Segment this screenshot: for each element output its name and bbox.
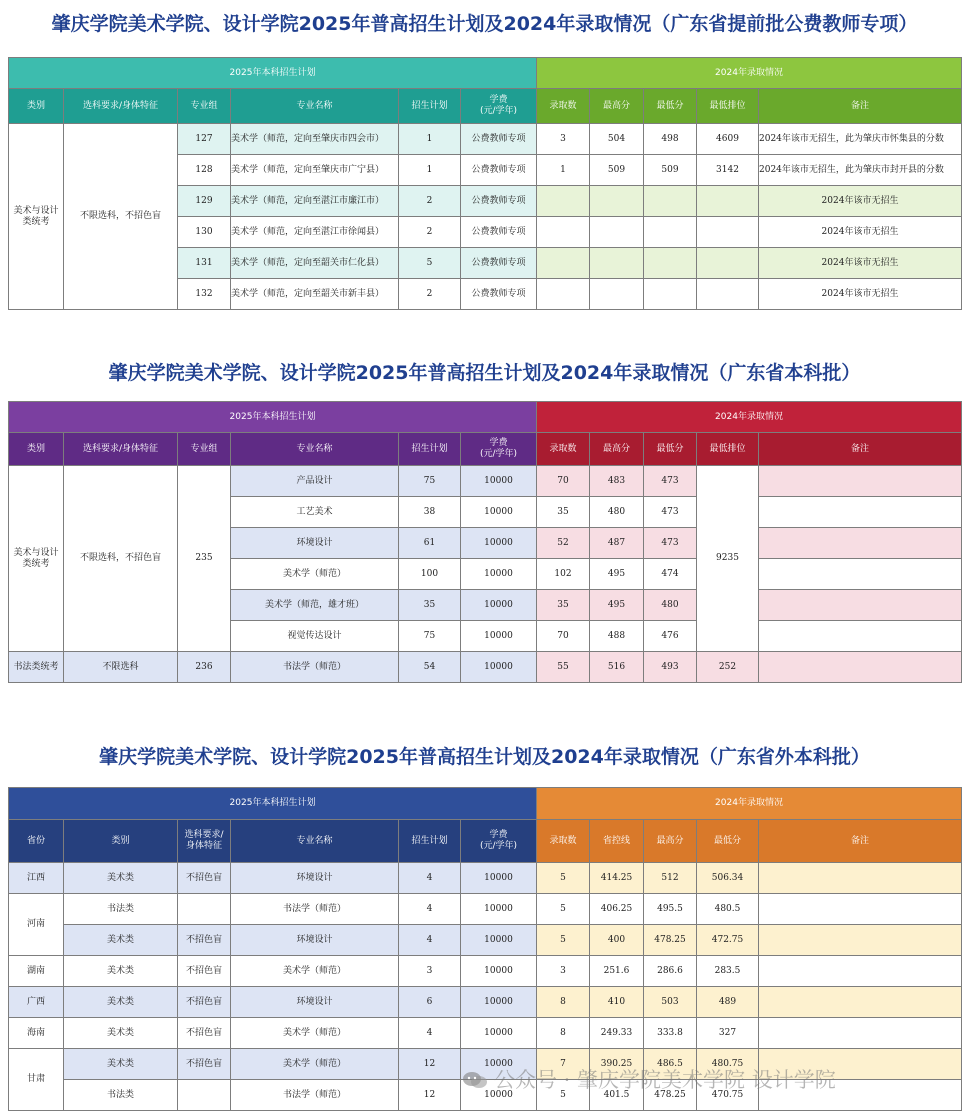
table-cell: 489	[697, 987, 759, 1018]
note-cell	[759, 466, 962, 497]
table-cell	[697, 279, 759, 310]
table-cell: 506.34	[697, 863, 759, 894]
category-cell: 美术与设计 类统考	[9, 124, 64, 310]
table-cell: 6	[399, 987, 461, 1018]
table-cell: 486.5	[644, 1049, 697, 1080]
table-cell: 美术学（师范，定向至韶关市新丰县）	[231, 279, 399, 310]
table2-title: 肇庆学院美术学院、设计学院2025年普高招生计划及2024年录取情况（广东省本科批）	[108, 362, 861, 384]
note-cell: 2024年该市无招生	[759, 279, 962, 310]
table-cell: 498	[644, 124, 697, 155]
column-header: 学费 (元/学年)	[461, 433, 537, 466]
table-cell: 10000	[461, 987, 537, 1018]
table-cell	[537, 248, 590, 279]
note-cell: 2024年该市无招生	[759, 248, 962, 279]
province-cell: 河南	[9, 894, 64, 956]
note-cell	[759, 1018, 962, 1049]
table-cell: 55	[537, 652, 590, 683]
table-cell: 474	[644, 559, 697, 590]
table-cell: 100	[399, 559, 461, 590]
table-cell: 493	[644, 652, 697, 683]
table-cell: 4	[399, 1018, 461, 1049]
table-cell: 公费教师专项	[461, 279, 537, 310]
table-cell: 产品设计	[231, 466, 399, 497]
table-cell: 美术学（师范）	[231, 956, 399, 987]
table-cell: 不招色盲	[178, 863, 231, 894]
table-cell: 130	[178, 217, 231, 248]
table-cell: 480	[644, 590, 697, 621]
column-header: 省份	[9, 820, 64, 863]
table-cell: 4609	[697, 124, 759, 155]
table-cell: 131	[178, 248, 231, 279]
column-header: 选科要求/身体特征	[64, 433, 178, 466]
table-cell: 美术学（师范，定向至肇庆市四会市）	[231, 124, 399, 155]
table-cell: 美术类	[64, 1018, 178, 1049]
column-header: 备注	[759, 433, 962, 466]
column-header: 类别	[9, 89, 64, 124]
table-row	[9, 652, 962, 683]
table-cell: 478.25	[644, 1080, 697, 1111]
table-cell: 509	[590, 155, 644, 186]
table-row	[9, 894, 962, 925]
table-cell: 不招色盲	[178, 925, 231, 956]
table-cell: 10000	[461, 652, 537, 683]
table-cell: 美术学（师范）	[231, 1018, 399, 1049]
column-header: 专业组	[178, 433, 231, 466]
column-header: 最高分	[590, 89, 644, 124]
table-cell: 美术学（师范，定向至肇庆市广宁县）	[231, 155, 399, 186]
table-cell: 35	[537, 590, 590, 621]
table-row	[9, 124, 962, 155]
plan-header: 2025年本科招生计划	[9, 58, 537, 89]
table-cell: 10000	[461, 466, 537, 497]
table-cell: 333.8	[644, 1018, 697, 1049]
admission-header: 2024年录取情况	[537, 58, 962, 89]
table-cell: 478.25	[644, 925, 697, 956]
table-cell: 美术学（师范）	[231, 559, 399, 590]
table-cell: 503	[644, 987, 697, 1018]
table-cell: 美术学（师范，定向至湛江市徐闻县）	[231, 217, 399, 248]
column-header: 类别	[64, 820, 178, 863]
table-cell: 2	[399, 186, 461, 217]
table-cell: 公费教师专项	[461, 155, 537, 186]
column-header: 学费 (元/学年)	[461, 820, 537, 863]
table-cell: 495.5	[644, 894, 697, 925]
rank-cell: 9235	[697, 466, 759, 652]
column-header: 最低分	[644, 89, 697, 124]
column-header: 专业名称	[231, 89, 399, 124]
table-cell: 128	[178, 155, 231, 186]
column-header: 专业名称	[231, 820, 399, 863]
note-cell	[759, 863, 962, 894]
table-cell: 401.5	[590, 1080, 644, 1111]
column-header: 类别	[9, 433, 64, 466]
table-cell: 公费教师专项	[461, 248, 537, 279]
note-cell: 2024年该市无招生	[759, 186, 962, 217]
table1-title: 肇庆学院美术学院、设计学院2025年普高招生计划及2024年录取情况（广东省提前批公费教师专项）	[51, 13, 918, 35]
column-header: 最低排位	[697, 433, 759, 466]
table-cell: 504	[590, 124, 644, 155]
table-cell: 书法学（师范）	[231, 652, 399, 683]
requirement-cell: 不限选科，不招色盲	[64, 124, 178, 310]
table-cell: 470.75	[697, 1080, 759, 1111]
table-cell: 美术学（师范，定向至韶关市仁化县）	[231, 248, 399, 279]
note-cell	[759, 956, 962, 987]
table-cell: 1	[399, 155, 461, 186]
table-cell: 132	[178, 279, 231, 310]
plan-header: 2025年本科招生计划	[9, 402, 537, 433]
table-cell: 2	[399, 279, 461, 310]
table-cell: 2	[399, 217, 461, 248]
table-cell: 35	[399, 590, 461, 621]
table-cell	[644, 186, 697, 217]
column-header: 录取数	[537, 433, 590, 466]
note-cell	[759, 621, 962, 652]
table-cell: 472.75	[697, 925, 759, 956]
table3	[8, 787, 962, 1111]
table-cell: 不招色盲	[178, 956, 231, 987]
admission-header: 2024年录取情况	[537, 402, 962, 433]
table2	[8, 401, 962, 683]
table-row	[9, 466, 962, 497]
table-cell: 书法类	[64, 1080, 178, 1111]
table-cell: 390.25	[590, 1049, 644, 1080]
table-cell: 129	[178, 186, 231, 217]
table-cell	[644, 279, 697, 310]
table-cell	[697, 248, 759, 279]
table-cell: 75	[399, 466, 461, 497]
table-cell: 236	[178, 652, 231, 683]
table-cell: 12	[399, 1049, 461, 1080]
watermark-text: 公众号 · 肇庆学院美术学院 设计学院	[494, 1068, 836, 1092]
category-cell: 美术与设计 类统考	[9, 466, 64, 652]
note-cell	[759, 925, 962, 956]
table-cell	[590, 217, 644, 248]
table-cell: 不招色盲	[178, 1049, 231, 1080]
table-cell	[697, 186, 759, 217]
table-cell: 环境设计	[231, 528, 399, 559]
table-cell: 不招色盲	[178, 987, 231, 1018]
admission-header: 2024年录取情况	[537, 788, 962, 820]
table-cell: 5	[537, 925, 590, 956]
table-cell: 3	[537, 956, 590, 987]
plan-header: 2025年本科招生计划	[9, 788, 537, 820]
table-cell: 102	[537, 559, 590, 590]
table-cell: 美术类	[64, 1049, 178, 1080]
table-cell: 488	[590, 621, 644, 652]
column-header: 备注	[759, 89, 962, 124]
table-cell: 环境设计	[231, 987, 399, 1018]
table-cell: 61	[399, 528, 461, 559]
table-cell: 495	[590, 590, 644, 621]
table-cell	[697, 217, 759, 248]
column-header: 选科要求/身体特征	[64, 89, 178, 124]
table-cell: 书法类	[64, 894, 178, 925]
table3-title: 肇庆学院美术学院、设计学院2025年普高招生计划及2024年录取情况（广东省外本科批）	[99, 746, 870, 768]
table-cell: 4	[399, 925, 461, 956]
table-cell: 12	[399, 1080, 461, 1111]
table-cell: 75	[399, 621, 461, 652]
table-cell: 480.5	[697, 894, 759, 925]
note-cell	[759, 987, 962, 1018]
note-cell	[759, 894, 962, 925]
table-cell: 美术类	[64, 987, 178, 1018]
table-cell: 不招色盲	[178, 1018, 231, 1049]
table-cell: 249.33	[590, 1018, 644, 1049]
column-header: 招生计划	[399, 89, 461, 124]
column-header: 最高分	[644, 820, 697, 863]
table-cell: 473	[644, 497, 697, 528]
table-cell: 252	[697, 652, 759, 683]
table-row	[9, 956, 962, 987]
table-cell: 512	[644, 863, 697, 894]
column-header: 录取数	[537, 820, 590, 863]
table-row	[9, 863, 962, 894]
column-header: 招生计划	[399, 820, 461, 863]
table-cell: 400	[590, 925, 644, 956]
column-header: 最低分	[644, 433, 697, 466]
province-cell: 海南	[9, 1018, 64, 1049]
table-cell: 480	[590, 497, 644, 528]
table-cell: 516	[590, 652, 644, 683]
table-cell: 视觉传达设计	[231, 621, 399, 652]
table-cell: 4	[399, 894, 461, 925]
table-cell: 487	[590, 528, 644, 559]
table-cell: 251.6	[590, 956, 644, 987]
note-cell	[759, 590, 962, 621]
table-cell: 8	[537, 1018, 590, 1049]
watermark	[462, 1064, 836, 1094]
table-cell: 10000	[461, 925, 537, 956]
table-cell: 1	[537, 155, 590, 186]
table-cell: 283.5	[697, 956, 759, 987]
table-row	[9, 925, 962, 956]
table-cell: 38	[399, 497, 461, 528]
table-cell: 3142	[697, 155, 759, 186]
table-cell: 10000	[461, 1018, 537, 1049]
table-cell: 7	[537, 1049, 590, 1080]
column-header: 选科要求/ 身体特征	[178, 820, 231, 863]
table-cell: 473	[644, 528, 697, 559]
province-cell: 江西	[9, 863, 64, 894]
table-cell: 工艺美术	[231, 497, 399, 528]
table-cell: 327	[697, 1018, 759, 1049]
table-cell: 美术类	[64, 863, 178, 894]
column-header: 专业名称	[231, 433, 399, 466]
table-cell: 不限选科	[64, 652, 178, 683]
table-cell: 483	[590, 466, 644, 497]
table-cell: 4	[399, 863, 461, 894]
note-cell: 2024年该市无招生，此为肇庆市怀集县的分数	[759, 124, 962, 155]
group-cell: 235	[178, 466, 231, 652]
province-cell: 甘肃	[9, 1049, 64, 1111]
table-cell: 509	[644, 155, 697, 186]
table-cell: 473	[644, 466, 697, 497]
requirement-cell: 不限选科，不招色盲	[64, 466, 178, 652]
column-header: 最低分	[697, 820, 759, 863]
table-cell: 书法类统考	[9, 652, 64, 683]
table-cell: 10000	[461, 497, 537, 528]
table-cell: 5	[537, 863, 590, 894]
column-header: 专业组	[178, 89, 231, 124]
table-cell: 美术学（师范）	[231, 1049, 399, 1080]
note-cell: 2024年该市无招生，此为肇庆市封开县的分数	[759, 155, 962, 186]
table-cell: 70	[537, 621, 590, 652]
table-cell: 公费教师专项	[461, 186, 537, 217]
table-cell: 3	[537, 124, 590, 155]
table-cell: 公费教师专项	[461, 124, 537, 155]
table-cell: 70	[537, 466, 590, 497]
table-cell: 环境设计	[231, 925, 399, 956]
table-cell: 美术类	[64, 956, 178, 987]
province-cell: 湖南	[9, 956, 64, 987]
table-cell: 286.6	[644, 956, 697, 987]
table-cell: 公费教师专项	[461, 217, 537, 248]
column-header: 最高分	[590, 433, 644, 466]
column-header: 备注	[759, 820, 962, 863]
table-cell	[590, 186, 644, 217]
table-cell	[178, 1080, 231, 1111]
table-cell: 书法学（师范）	[231, 1080, 399, 1111]
table-cell: 127	[178, 124, 231, 155]
column-header: 省控线	[590, 820, 644, 863]
table-cell: 1	[399, 124, 461, 155]
column-header: 学费 (元/学年)	[461, 89, 537, 124]
table-cell: 52	[537, 528, 590, 559]
table-cell: 10000	[461, 559, 537, 590]
column-header: 录取数	[537, 89, 590, 124]
column-header: 招生计划	[399, 433, 461, 466]
table-cell	[590, 248, 644, 279]
table-cell: 5	[537, 1080, 590, 1111]
note-cell	[759, 652, 962, 683]
table-cell	[644, 217, 697, 248]
table-cell: 476	[644, 621, 697, 652]
table-cell	[590, 279, 644, 310]
table-cell: 35	[537, 497, 590, 528]
table-cell: 环境设计	[231, 863, 399, 894]
table-cell: 480.75	[697, 1049, 759, 1080]
table-cell: 10000	[461, 894, 537, 925]
table-cell: 美术类	[64, 925, 178, 956]
table1	[8, 57, 962, 310]
table-cell: 美术学（师范，定向至湛江市廉江市）	[231, 186, 399, 217]
province-cell: 广西	[9, 987, 64, 1018]
note-cell: 2024年该市无招生	[759, 217, 962, 248]
table-cell	[537, 217, 590, 248]
note-cell	[759, 497, 962, 528]
table-row	[9, 1018, 962, 1049]
wechat-icon	[462, 1070, 488, 1090]
table-cell: 10000	[461, 956, 537, 987]
table-cell: 10000	[461, 1080, 537, 1111]
note-cell	[759, 559, 962, 590]
note-cell	[759, 528, 962, 559]
table-cell	[178, 894, 231, 925]
table-cell: 410	[590, 987, 644, 1018]
table-cell: 414.25	[590, 863, 644, 894]
table-cell: 书法学（师范）	[231, 894, 399, 925]
column-header: 最低排位	[697, 89, 759, 124]
table-cell: 3	[399, 956, 461, 987]
table-cell: 5	[537, 894, 590, 925]
table-cell	[537, 279, 590, 310]
table-cell: 5	[399, 248, 461, 279]
table-cell: 10000	[461, 621, 537, 652]
table-cell	[644, 248, 697, 279]
table-cell: 10000	[461, 1049, 537, 1080]
table-cell: 10000	[461, 863, 537, 894]
table-cell	[537, 186, 590, 217]
table-row	[9, 987, 962, 1018]
table-cell: 54	[399, 652, 461, 683]
table-cell: 10000	[461, 590, 537, 621]
table-cell: 406.25	[590, 894, 644, 925]
table-cell: 美术学（师范，雄才班）	[231, 590, 399, 621]
table-cell: 10000	[461, 528, 537, 559]
table-cell: 8	[537, 987, 590, 1018]
table-cell: 495	[590, 559, 644, 590]
